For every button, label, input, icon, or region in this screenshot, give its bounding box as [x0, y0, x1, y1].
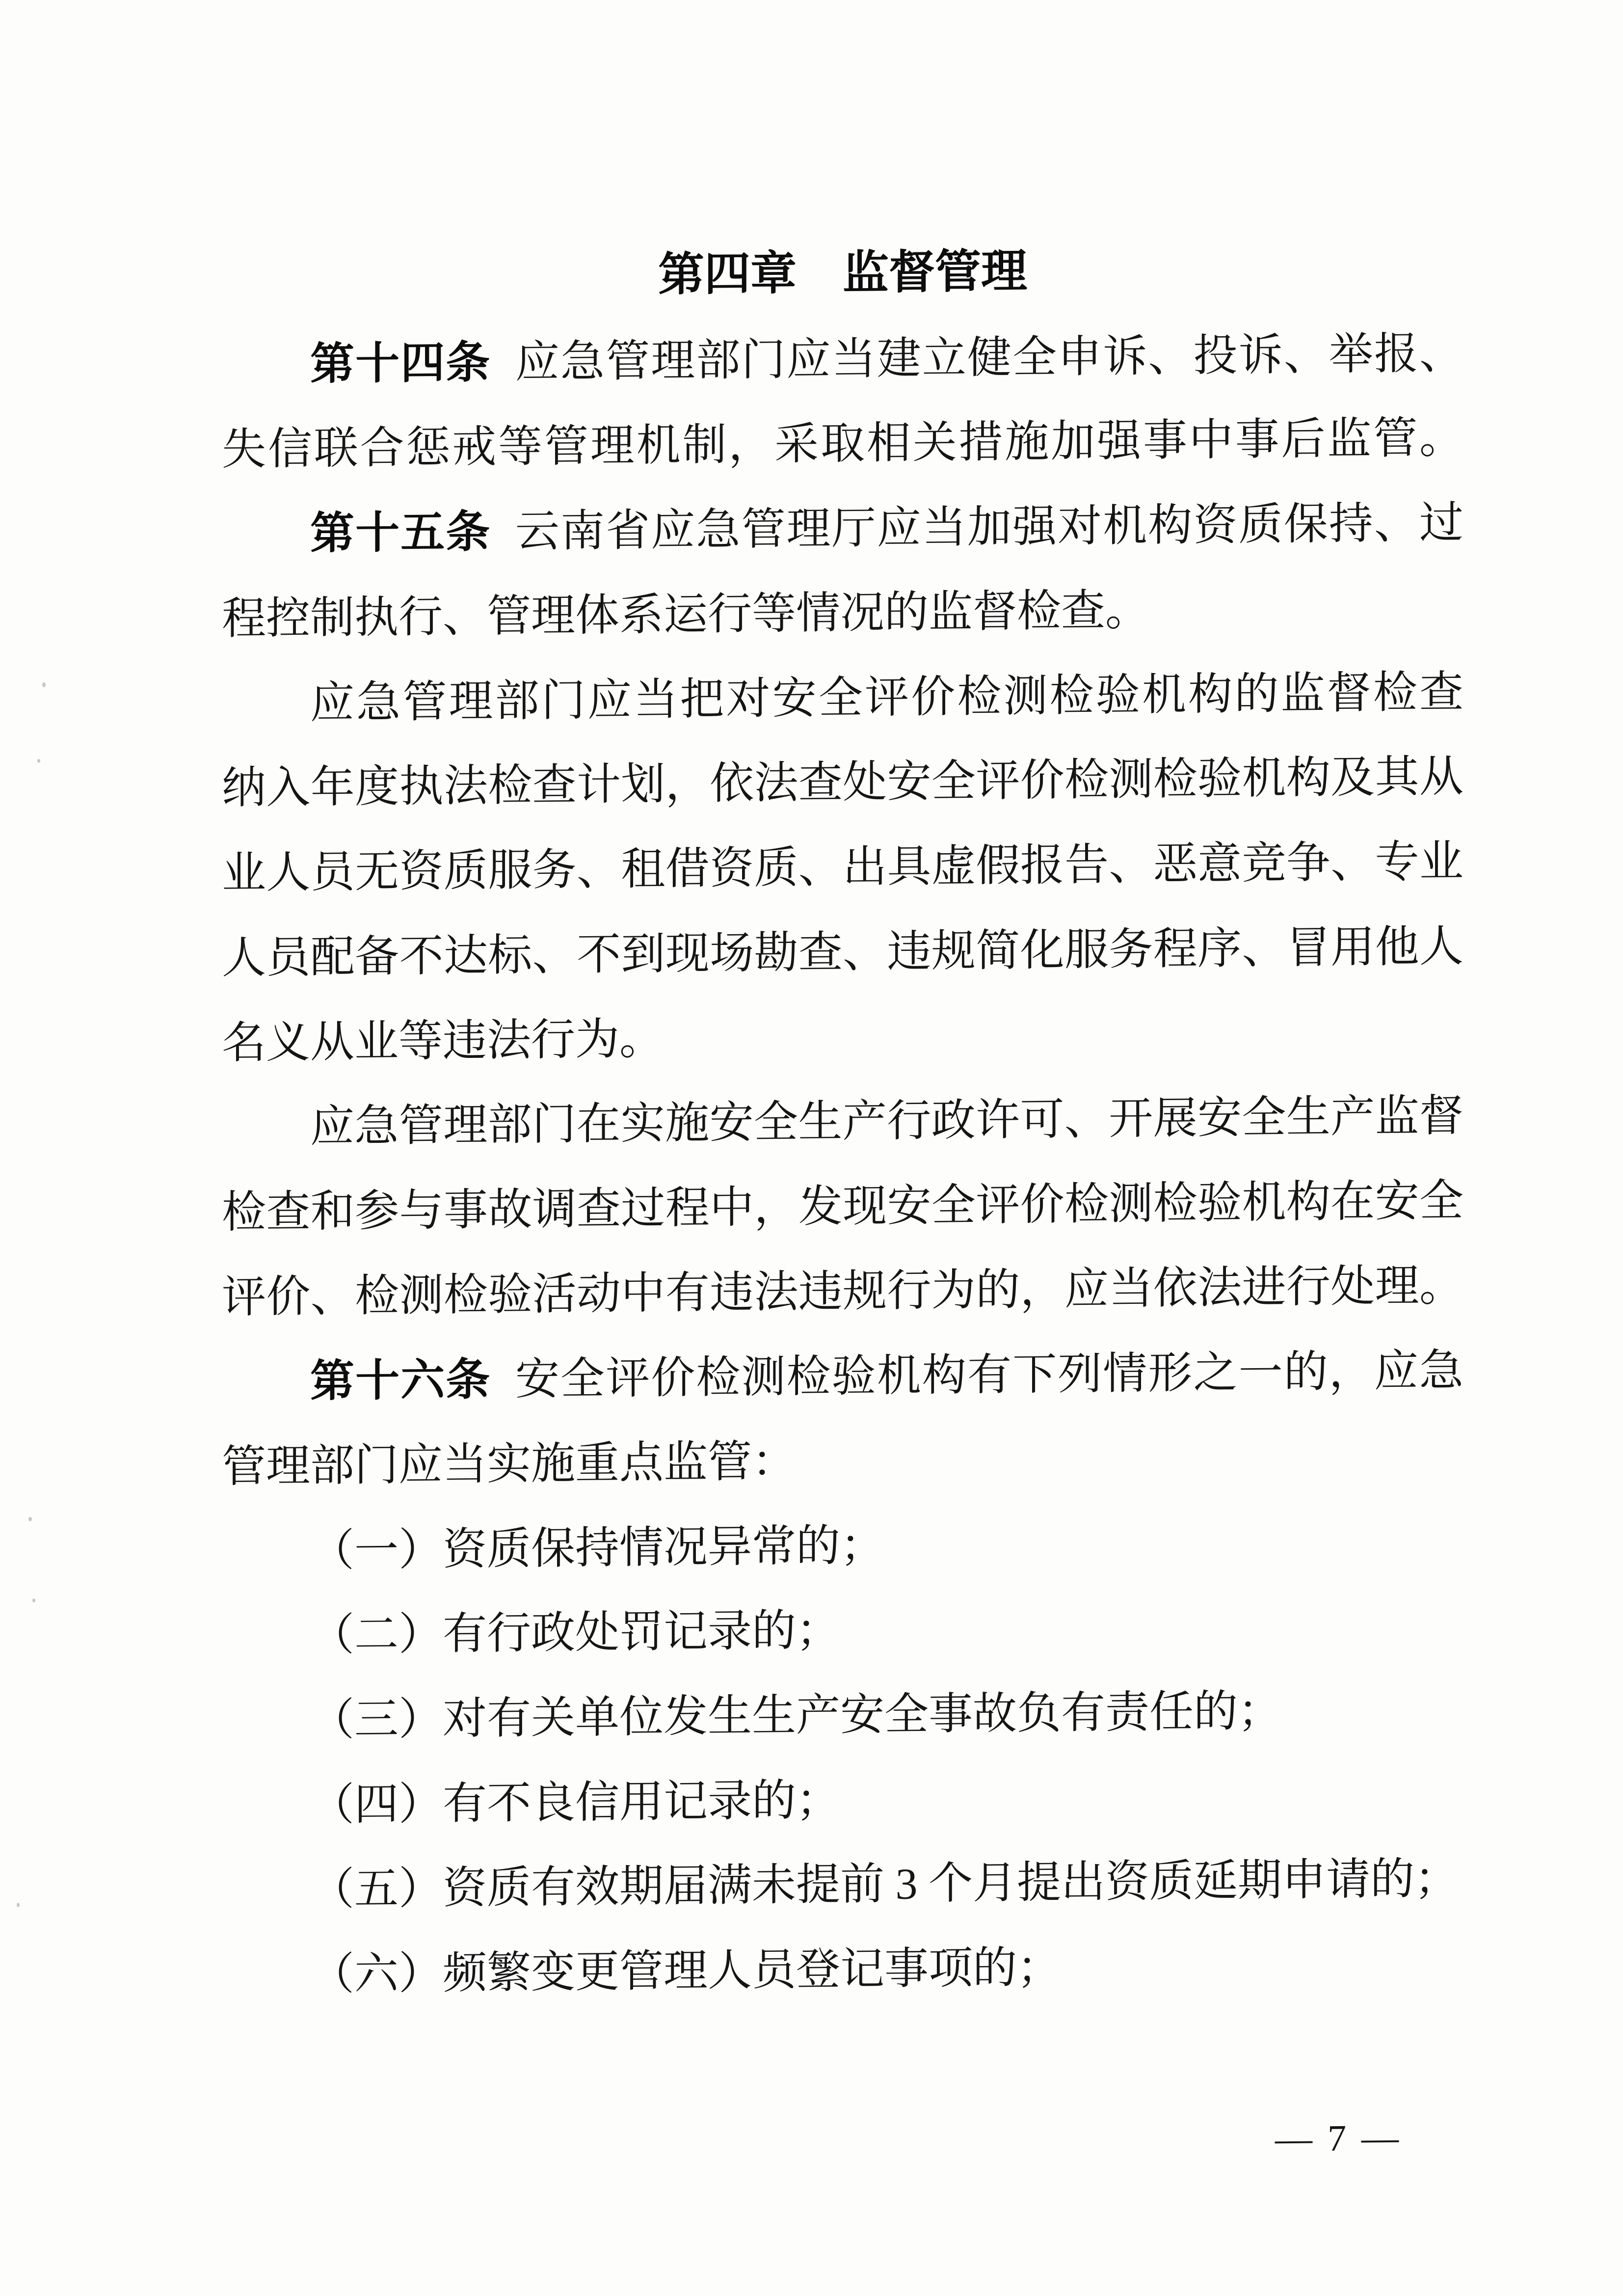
page-number: — 7 — — [1275, 2117, 1402, 2160]
text-line — [222, 735, 1463, 832]
line-text: 人员配备不达标、不到现场勘查、违规简化服务程序、冒用他人 — [222, 922, 1463, 983]
list-item — [222, 1837, 1463, 1934]
line-text: 应急管理部门在实施安全生产行政许可、开展安全生产监督 — [310, 1091, 1463, 1152]
article-number: 第十四条 — [310, 338, 491, 389]
text-line — [222, 1074, 1463, 1171]
line-text: 管理部门应当实施重点监管： — [222, 1437, 796, 1491]
line-text: （四）有不良信用记录的； — [310, 1776, 840, 1830]
list-item — [222, 1498, 1463, 1594]
text-line — [222, 820, 1463, 917]
scan-speck — [42, 682, 46, 687]
line-text: 评价、检测检验活动中有违法违规行为的，应当依法进行处理。 — [222, 1261, 1463, 1322]
list-item — [222, 1922, 1463, 2019]
text-line — [222, 1328, 1463, 1425]
line-text: 检查和参与事故调查过程中，发现安全评价检测检验机构在安全 — [222, 1176, 1463, 1237]
text-line — [222, 650, 1463, 747]
chapter-heading: 第四章 监督管理 — [658, 245, 1027, 300]
line-text: 应急管理部门应当建立健全申诉、投诉、举报、 — [515, 329, 1464, 387]
text-line — [222, 566, 1463, 662]
text-line — [222, 1413, 1463, 1510]
line-text: （二）有行政处罚记录的； — [310, 1606, 840, 1660]
article-number: 第十六条 — [310, 1355, 491, 1406]
scan-speck — [28, 1517, 32, 1521]
line-text: 失信联合惩戒等管理机制，采取相关措施加强事中事后监管。 — [222, 413, 1463, 474]
text-line — [222, 1159, 1463, 1256]
line-text: 云南省应急管理厅应当加强对机构资质保持、过 — [515, 499, 1464, 557]
scan-speck — [32, 1598, 35, 1602]
line-text: （一）资质保持情况异常的； — [310, 1521, 884, 1575]
line-text: 安全评价检测检验机构有下列情形之一的，应急 — [515, 1346, 1464, 1405]
line-text: （五）资质有效期届满未提前 3 个月提出资质延期申请的； — [310, 1855, 1459, 1915]
scan-speck — [37, 759, 40, 763]
line-text: 应急管理部门应当把对安全评价检测检验机构的监督检查 — [310, 668, 1463, 728]
list-item — [222, 1583, 1463, 1679]
text-line — [222, 396, 1463, 492]
text-line — [222, 989, 1463, 1086]
scan-speck — [17, 1903, 20, 1907]
text-line — [222, 905, 1463, 1001]
text-line — [222, 311, 1463, 408]
line-text: （六）频繁变更管理人员登记事项的； — [310, 1943, 1061, 1999]
list-item — [222, 1752, 1463, 1849]
line-text: 纳入年度执法检查计划，依法查处安全评价检测检验机构及其从 — [222, 753, 1463, 813]
article-number: 第十五条 — [310, 508, 491, 559]
text-line — [222, 481, 1463, 577]
document-body — [222, 323, 1463, 2019]
line-text: （三）对有关单位发生生产安全事故负有责任的； — [310, 1687, 1282, 1745]
text-line — [222, 1243, 1463, 1340]
list-item — [222, 1668, 1463, 1764]
line-text: 业人员无资质服务、租借资质、出具虚假报告、恶意竞争、专业 — [222, 837, 1463, 898]
line-text: 名义从业等违法行为。 — [222, 1014, 664, 1068]
line-text: 程控制执行、管理体系运行等情况的监督检查。 — [222, 586, 1149, 644]
